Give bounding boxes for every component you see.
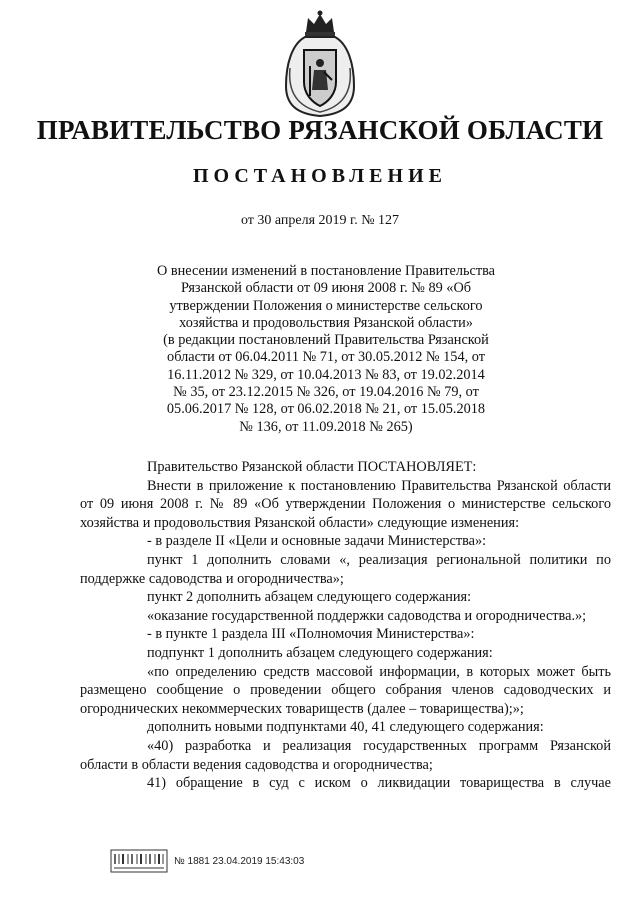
heading-line: области от 06.04.2011 № 71, от 30.05.2012 № 154, от <box>167 349 485 366</box>
body-paragraph: «40) разработка и реализация государственных программ Рязанской области в области ведения садоводства и огородничества; <box>80 737 611 773</box>
heading-line: хозяйства и продовольствия Рязанской области» <box>179 314 473 331</box>
document-body <box>80 458 611 793</box>
heading-line: (в редакции постановлений Правительства Рязанской <box>163 332 489 349</box>
heading-line: № 35, от 23.12.2015 № 326, от 19.04.2016 № 79, от <box>173 384 479 401</box>
document-heading <box>140 263 512 436</box>
body-paragraph: 41) обращение в суд с иском о ликвидации товарищества в случае <box>147 775 611 792</box>
heading-line: 16.11.2012 № 329, от 10.04.2013 № 83, от 19.02.2014 <box>167 366 485 383</box>
body-paragraph: «оказание государственной поддержки садоводства и огородничества.»; <box>147 607 587 624</box>
registration-number: № 1881 23.04.2019 15:43:03 <box>174 855 305 867</box>
body-paragraph: пункт 2 дополнить абзацем следующего содержания: <box>147 589 472 606</box>
document-type: ПОСТАНОВЛЕНИЕ <box>193 165 447 187</box>
body-paragraph: Внести в приложение к постановлению Правительства Рязанской области от 09 июня 2008 г. № 89 «Об утверждении Положения о министерстве сельского хозяйства и продовольствия Рязанской области» следующие изменения: <box>80 477 611 531</box>
body-paragraph: пункт 1 дополнить словами «, реализация региональной политики по поддержке садоводства и огородничества»; <box>80 551 611 587</box>
heading-line: № 136, от 11.09.2018 № 265) <box>239 418 413 435</box>
organization-title: ПРАВИТЕЛЬСТВО РЯЗАНСКОЙ ОБЛАСТИ <box>36 115 604 145</box>
body-paragraph: - в разделе II «Цели и основные задачи Министерства»: <box>147 533 487 550</box>
body-paragraph: дополнить новыми подпунктами 40, 41 следующего содержания: <box>147 719 544 736</box>
heading-line: Рязанской области от 09 июня 2008 г. № 89 «Об <box>180 280 472 297</box>
barcode-stamp-icon <box>110 849 168 873</box>
heading-line: 05.06.2017 № 128, от 06.02.2018 № 21, от 15.05.2018 <box>166 401 486 418</box>
body-paragraph: - в пункте 1 раздела III «Полномочия Министерства»: <box>147 626 475 643</box>
registration-footer <box>110 849 304 873</box>
heading-line: утверждении Положения о министерстве сельского <box>169 297 483 314</box>
body-paragraph: «по определению средств массовой информации, в которых может быть размещено сообщение о проведении общего собрания членов садоводческих и огороднических некоммерческих товариществ (далее – товарищества);»; <box>80 663 611 717</box>
coat-of-arms-icon <box>280 8 360 120</box>
heading-line: О внесении изменений в постановление Правительства <box>156 263 496 279</box>
document-date-number: от 30 апреля 2019 г. № 127 <box>240 213 400 228</box>
body-paragraph: Правительство Рязанской области ПОСТАНОВЛЯЕТ: <box>147 459 477 475</box>
body-paragraph: подпункт 1 дополнить абзацем следующего содержания: <box>147 644 493 661</box>
